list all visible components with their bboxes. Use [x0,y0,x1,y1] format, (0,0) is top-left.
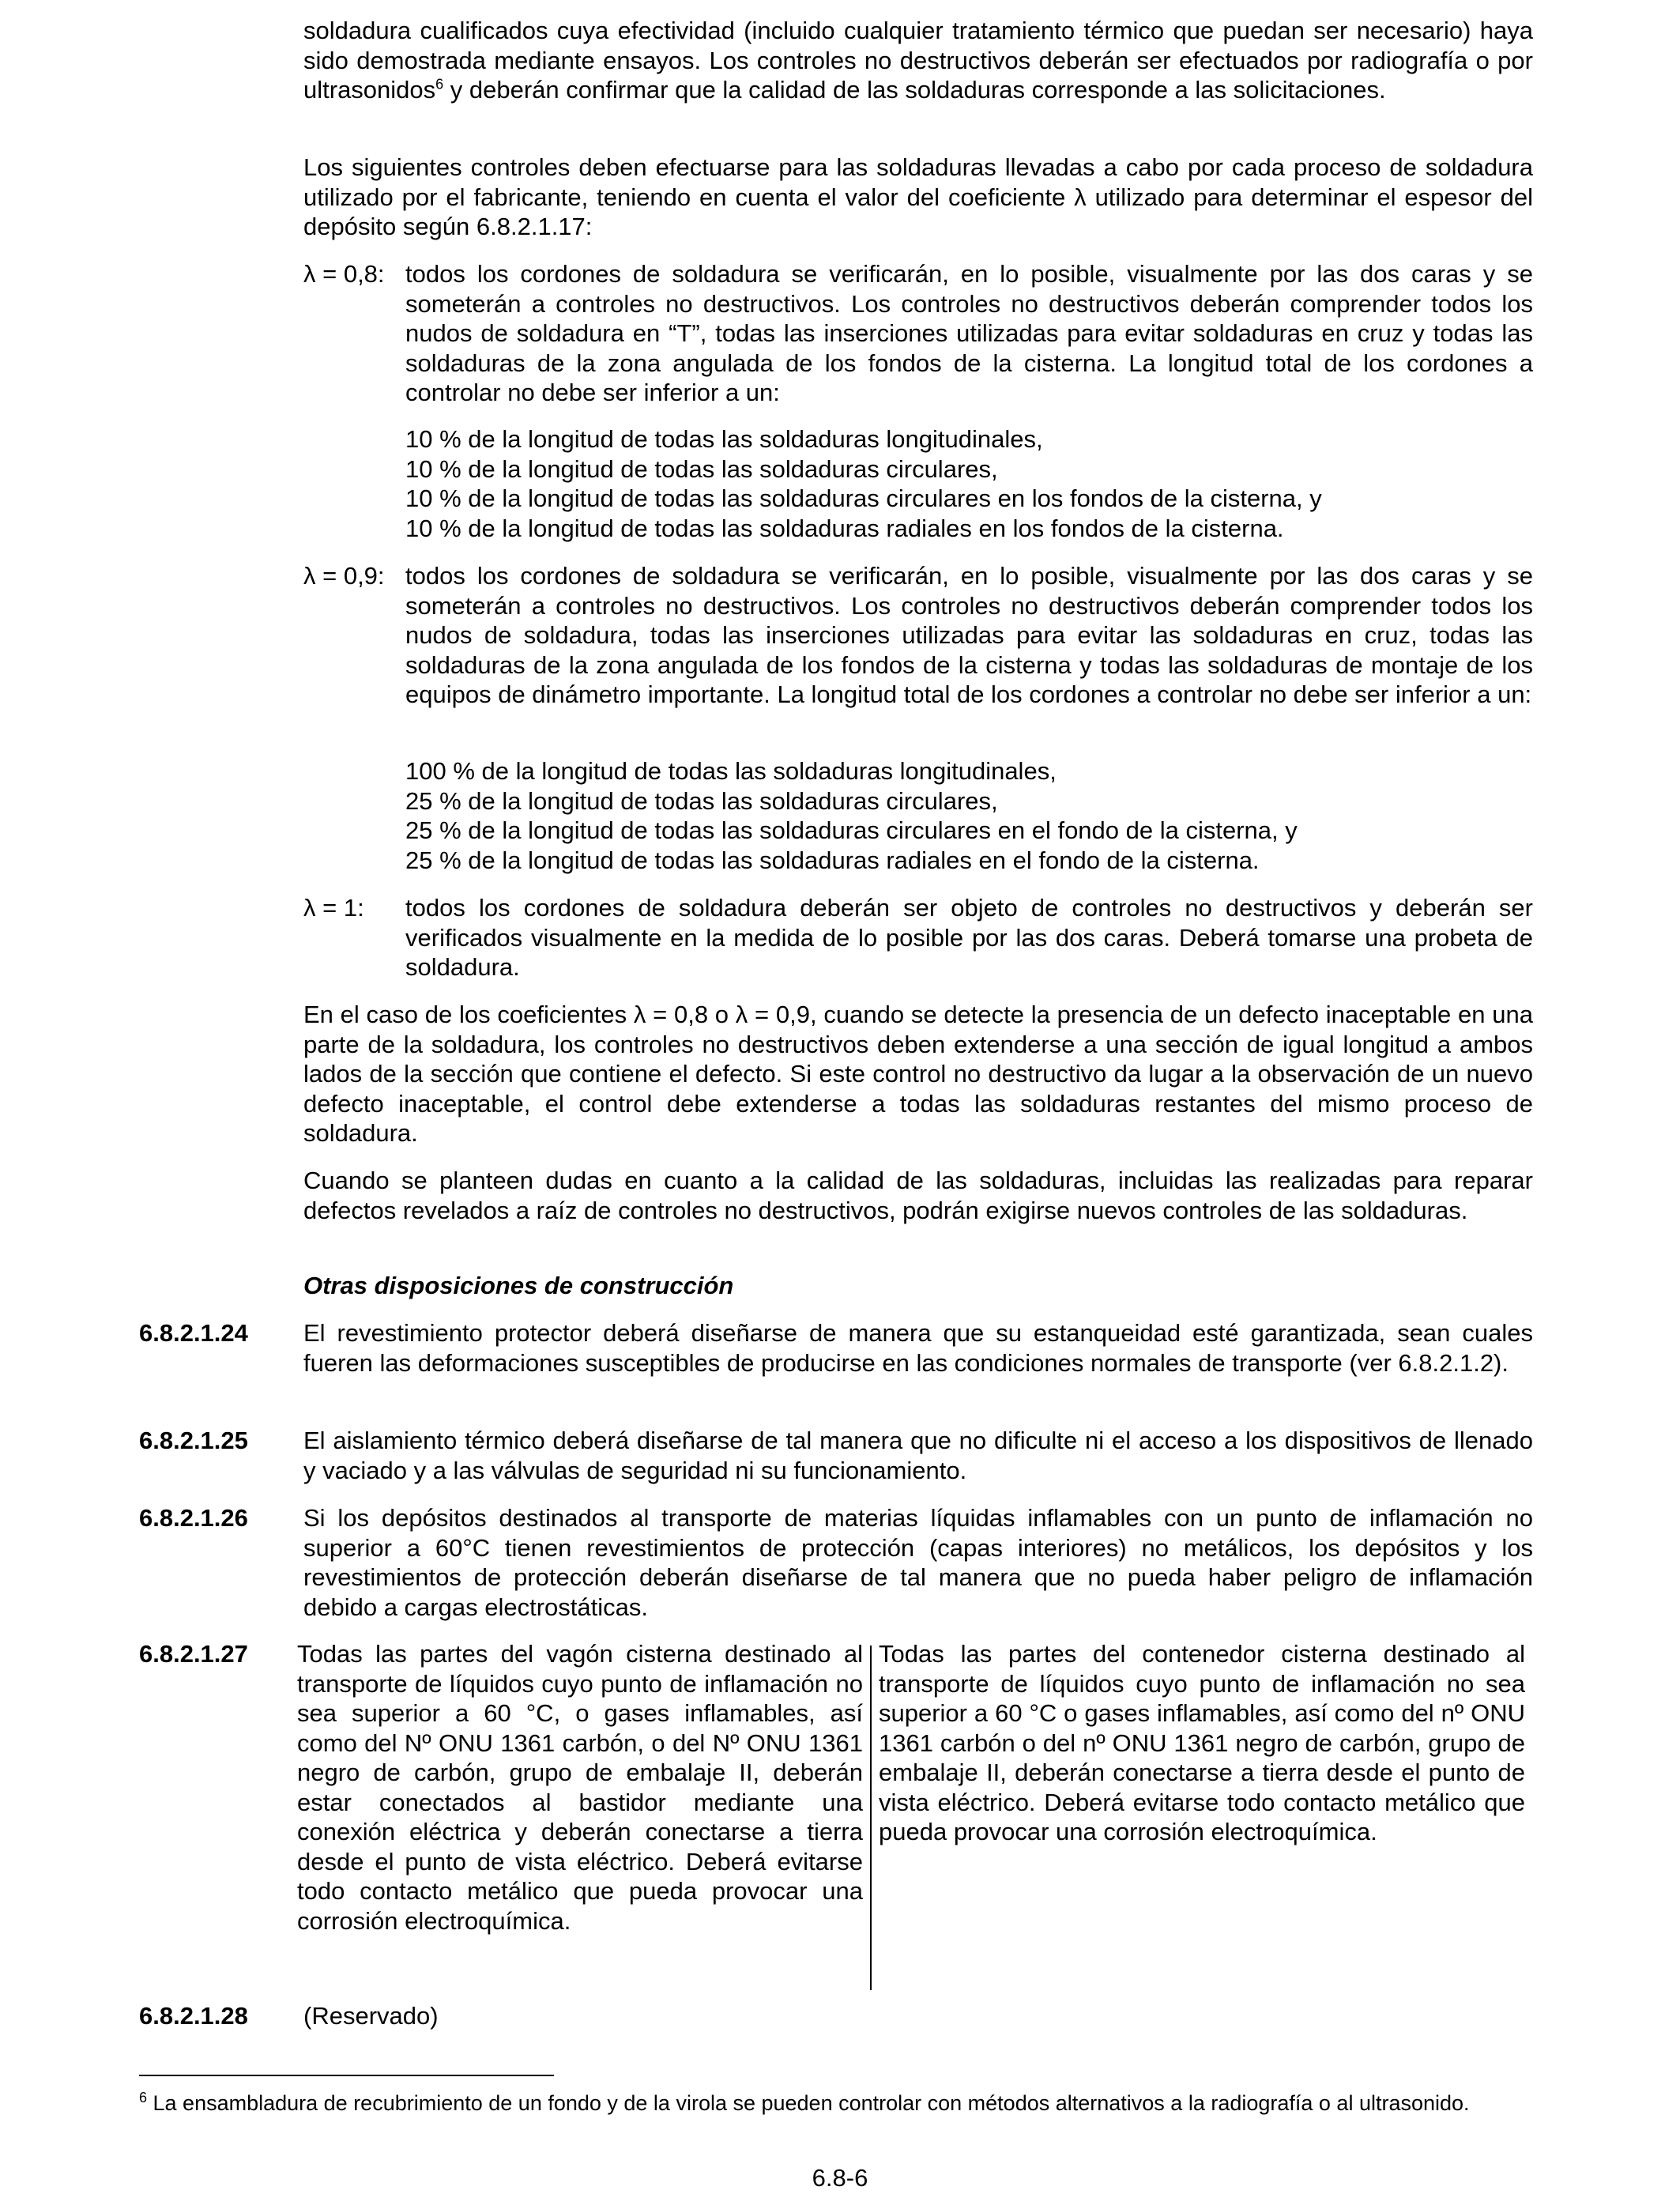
lambda-label-0-9: λ = 0,9: [303,562,385,590]
page-number: 6.8-6 [812,2164,868,2192]
list-item: 25 % de la longitud de todas las soldaduras circulares en el fondo de la cisterna, y [405,816,1298,844]
lambda-text-0-8-content: todos los cordones de soldadura se verificarán, en lo posible, visualmente por las dos caras y se someterán a controles no destructivos. Los controles no destructivos deberán comprender todos los nudos de soldadura en “T”, todas las inserciones utilizadas para evitar soldaduras en cruz y todas las soldaduras de la zona angulada de los fondos de la cisterna. La longitud total de los cordones a controlar no debe ser inferior a un: [405,260,1533,406]
list-item: 100 % de la longitud de todas las soldaduras longitudinales, [405,757,1057,785]
column-divider [870,1646,872,1990]
footnote [139,2090,1530,2117]
list-item: 10 % de la longitud de todas las soldaduras circulares, [405,454,998,483]
list-item: 10 % de la longitud de todas las soldaduras longitudinales, [405,425,1043,453]
lambda-text-1: todos los cordones de soldadura deberán ser objeto de controles no destructivos y deberán ser verificados visualmente en la medida de lo posible por las dos caras. Deberá tomarse una probeta de soldadura. [405,894,1533,981]
section-text-28: (Reservado) [303,2002,439,2030]
lambda-list-0-8 [405,424,1533,543]
section-text-27-rail: Todas las partes del vagón cisterna destinado al transporte de líquidos cuyo punto de inflamación no sea superior a 60 °C, o gases inflamables, así como del Nº ONU 1361 carbón, o del Nº ONU 1361 negro de carbón, grupo de embalaje II, deberán estar conectados al bastidor mediante una conexión eléctrica y deberán conectarse a tierra desde el punto de vista eléctrico. Deberá evitarse todo contacto metálico que pueda provocar una corrosión electroquímica. [297,1640,863,1935]
section-number-27: 6.8.2.1.27 [139,1640,248,1668]
section-text-27-container: Todas las partes del contenedor cisterna destinado al transporte de líquidos cuyo punto de inflamación no sea superior a 60 °C o gases inflamables, así como del nº ONU 1361 carbón o del nº ONU 1361 negro de carbón, grupo de embalaje II, deberán conectarse a tierra desde el punto de vista eléctrico. Deberá evitarse todo contacto metálico que pueda provocar una corrosión electroquímica. [879,1640,1525,1845]
lambda-label-0-8: λ = 0,8: [303,260,385,288]
lambda-text-0-9 [405,561,1533,710]
section-text-26: Si los depósitos destinados al transporte de materias líquidas inflamables con un punto de inflamación no superior a 60°C tienen revestimientos de protección (capas interiores) no metálicos, los depósitos y los revestimientos de protección deberán diseñarse de tal manera que no pueda haber peligro de inflamación debido a cargas electrostáticas. [303,1504,1533,1621]
intro-paragraph-2: Los siguientes controles deben efectuarse para las soldaduras llevadas a cabo por cada proceso de soldadura utilizado por el fabricante, teniendo en cuenta el valor del coeficiente λ utilizado para determinar el espesor del depósito según 6.8.2.1.17: [303,153,1533,240]
defect-paragraph: En el caso de los coeficientes λ = 0,8 o λ = 0,9, cuando se detecte la presencia de un defecto inaceptable en una parte de la soldadura, los controles no destructivos deben extenderse a una sección de igual longitud a ambos lados de la sección que contiene el defecto. Si este control no destructivo da lugar a la observación de un nuevo defecto inaceptable, el control debe extenderse a todas las soldaduras restantes del mismo proceso de soldadura. [303,1001,1533,1147]
section-number-26: 6.8.2.1.26 [139,1504,248,1532]
lambda-text-0-9-content: todos los cordones de soldadura se verificarán, en lo posible, visualmente por las dos caras y se someterán a controles no destructivos. Los controles no destructivos deberán comprender todos los nudos de soldadura, todas las inserciones utilizadas para evitar las soldaduras en cruz, todas las soldaduras de la zona angulada de los fondos de la cisterna y todas las soldaduras de montaje de los equipos de dinámetro importante. La longitud total de los cordones a controlar no debe ser inferior a un: [405,562,1533,708]
list-item: 10 % de la longitud de todas las soldaduras circulares en los fondos de la cisterna, y [405,484,1322,512]
lambda-label-1: λ = 1: [303,894,364,922]
footnote-mark: 6 [139,2090,148,2105]
lambda-list-0-9 [405,756,1533,875]
intro-paragraph-1-text-b: y deberán confirmar que la calidad de las soldaduras corresponde a las solicitaciones. [443,76,1386,104]
section-number-24: 6.8.2.1.24 [139,1319,248,1347]
section-number-25: 6.8.2.1.25 [139,1427,248,1454]
footnote-separator [139,2075,554,2076]
section-heading: Otras disposiciones de construcción [303,1272,734,1299]
list-item: 25 % de la longitud de todas las soldaduras circulares, [405,786,998,815]
intro-paragraph-1 [303,16,1533,105]
footnote-reference: 6 [435,76,444,92]
lambda-text-0-8 [405,259,1533,408]
list-item: 10 % de la longitud de todas las soldaduras radiales en los fondos de la cisterna. [405,514,1284,542]
section-text-25: El aislamiento térmico deberá diseñarse de tal manera que no dificulte ni el acceso a los dispositivos de llenado y vaciado y a las válvulas de seguridad ni su funcionamiento. [303,1427,1533,1484]
intro-paragraph-1-text-a: soldadura cualificados cuya efectividad (incluido cualquier tratamiento térmico que puedan ser necesario) haya sido demostrada mediante ensayos. Los controles no destructivos deberán ser efectuados por radiografía o por ultrasonidos [303,17,1533,104]
section-text-24: El revestimiento protector deberá diseñarse de manera que su estanqueidad esté garantizada, sean cuales fueren las deformaciones susceptibles de producirse en las condiciones normales de transporte (ver 6.8.2.1.2). [303,1319,1533,1377]
footnote-text: La ensambladura de recubrimiento de un fondo y de la virola se pueden controlar con métodos alternativos a la radiografía o al ultrasonido. [147,2091,1470,2115]
doubts-paragraph: Cuando se planteen dudas en cuanto a la calidad de las soldaduras, incluidas las realizadas para reparar defectos revelados a raíz de controles no destructivos, podrán exigirse nuevos controles de las soldaduras. [303,1167,1533,1224]
section-number-28: 6.8.2.1.28 [139,2002,248,2030]
list-item: 25 % de la longitud de todas las soldaduras radiales en el fondo de la cisterna. [405,846,1260,874]
